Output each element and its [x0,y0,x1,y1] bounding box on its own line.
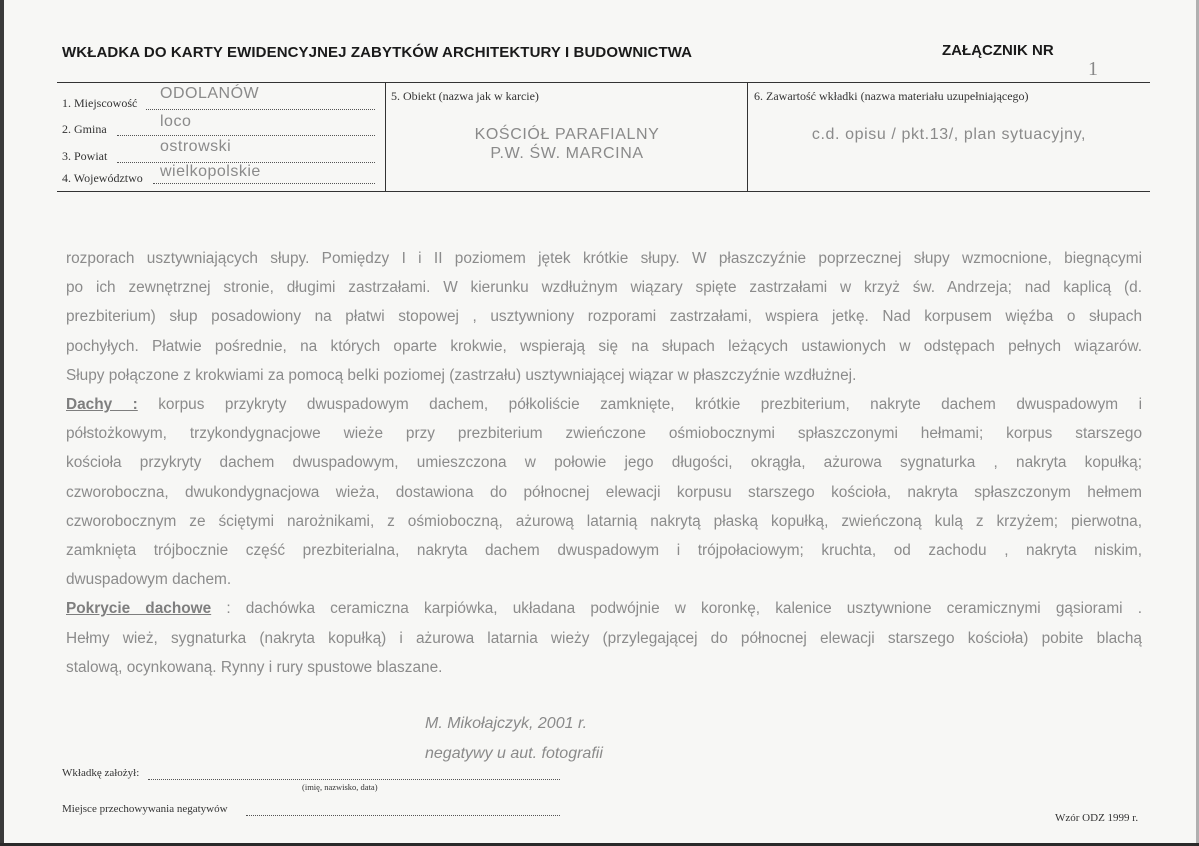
attachment-label: ZAŁĄCZNIK NR [942,42,1054,59]
scan-edge-left [0,0,4,846]
description-line-text: korpus przykryty dwuspadowym dachem, półkoliście zamknięte, krótkie prezbiterium, nakryte dachem dwuspadowym i [137,396,1142,414]
signature-author: M. Mikołajczyk, 2001 r. [425,715,588,732]
voivodeship-dotted-line [153,183,375,184]
section-heading: Pokrycie dachowe [66,600,212,618]
column-divider [747,83,748,191]
contents-value: c.d. opisu / pkt.13/, plan sytuacyjny, [811,126,1087,143]
description-line-text: półstożkowym, trzykondygnacjowe wieże przy prezbiterium zwieńczone ośmiobocznymi spłaszczonymi hełmami; korpus starszego [66,425,1142,443]
description-line [66,419,1142,448]
description-line-text: rozporach usztywniających słupy. Pomiędzy I i II poziomem jętek krótkie słupy. W płaszczyźnie poprzecznej słupy wzmocnione, biegnącymi [66,250,1142,267]
attachment-number: 1 [1088,58,1098,80]
description-line [66,653,1142,682]
description-line [66,478,1142,507]
place-label: 1. Miejscowość [62,96,138,110]
description-line-text: : dachówka ceramiczna karpiówka, układana podwójnie w koronkę, kalenice usztywnione ceramicznymi gąsiorami . [211,600,1142,618]
form-pattern-label: Wzór ODZ 1999 r. [1055,812,1139,824]
created-by-label: Wkładkę założył: [62,767,140,779]
description-text [66,244,1142,682]
description-line-text: Hełmy wież, sygnaturka (nakryta kopułką) i ażurowa latarnia wieży (przylegającej do północnej elewacji starszego kościoła) pobite blachą [66,629,1142,647]
description-line-text: pochyłych. Płatwie pośrednie, na których oparte krokwie, wspierają się na słupach leżących ustawionych w odstępach pełnych wiązarów. [66,337,1142,355]
description-line-text: zamknięta trójbocznie część prezbiterialna, nakryta dachem dwuspadowym i trójpołaciowym; kruchta, od zachodu , nakryta niskim, [66,542,1142,560]
object-name-line2: P.W. ŚW. MARCINA [490,145,644,162]
signature-note: negatywy u aut. fotografii [425,745,603,762]
object-name [387,125,747,163]
description-line [66,536,1142,565]
voivodeship-value: wielkopolskie [160,163,261,180]
description-line [66,624,1142,653]
description-line [66,448,1142,477]
description-line-text: czworoboczna, dwukondygnacjowa wieża, dostawiona do północnej elewacji korpusu starszego kościoła, nakryta spłaszczonym hełmem [66,483,1142,501]
object-label: 5. Obiekt (nazwa jak w karcie) [391,89,539,103]
description-line [66,507,1142,536]
commune-value: loco [160,113,192,130]
description-line-text: Słupy połączone z krokwiami za pomocą belki poziomej (zastrzału) usztywniającej wiązar w płaszczyźnie wzdłużnej. [66,366,857,384]
description-line [66,390,1142,419]
county-value: ostrowski [160,138,232,155]
place-dotted-line [146,109,375,110]
contents-label: 6. Zawartość wkładki (nazwa materiału uzupełniającego) [754,89,1029,103]
commune-label: 2. Gmina [62,122,107,136]
section-heading: Dachy : [66,396,138,414]
negatives-storage-label: Miejsce przechowywania negatywów [62,803,228,815]
county-label: 3. Powiat [62,149,108,163]
description-line [66,273,1142,302]
column-divider [385,83,386,191]
negatives-storage-dotted-line [246,815,560,816]
form-title: WKŁADKA DO KARTY EWIDENCYJNEJ ZABYTKÓW ARCHITEKTURY I BUDOWNICTWA [62,44,693,61]
description-line [66,361,1142,390]
voivodeship-label: 4. Województwo [62,171,143,185]
description-line-text: po ich zewnętrznej stronie, długimi zastrzałami. W kierunku wzdłużnym wiązary spięte zastrzałami w krzyż św. Andrzeja; nad kaplicą (d. [66,279,1142,297]
place-value: ODOLANÓW [160,85,260,102]
description-line [66,332,1142,361]
created-by-dotted-line [148,779,560,780]
description-line-text: prezbiterium) słup posadowiony na płatwi stopowej , usztywniony rozporami zastrzałami, wspiera jetkę. Nad korpusem więźba o słupach [66,308,1142,326]
header-fields-box [57,82,1150,192]
description-line [66,565,1142,594]
commune-dotted-line [117,135,375,136]
description-line-text: kościoła przykryty dachem dwuspadowym, umieszczona w połowie jego długości, okrągła, ażurowa sygnaturka , nakryta kopułką; [66,454,1142,472]
object-name-line1: KOŚCIÓŁ PARAFIALNY [474,126,660,143]
description-line-text: czworobocznym ze ściętymi narożnikami, z ośmioboczną, ażurową latarnią nakrytą płaską kopułką, zwieńczoną kulą z krzyżem; pierwotna, [66,512,1142,530]
created-by-hint: (imię, nazwisko, data) [302,782,378,792]
description-line-text: dwuspadowym dachem. [66,571,232,589]
description-line-text: stalową, ocynkowaną. Rynny i rury spustowe blaszane. [66,658,443,676]
description-line [66,594,1142,623]
description-line [66,302,1142,331]
description-line [66,244,1142,273]
